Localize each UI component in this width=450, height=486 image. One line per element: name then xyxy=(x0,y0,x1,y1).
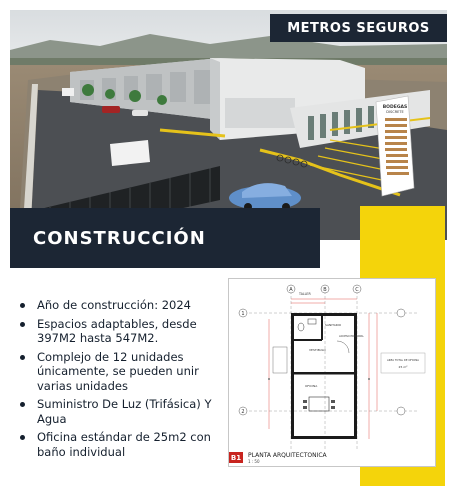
axis-label: B xyxy=(323,287,327,293)
plan-badge xyxy=(229,452,243,463)
bullet-icon xyxy=(20,355,25,360)
feature-item xyxy=(18,397,224,426)
feature-item xyxy=(18,430,224,459)
axis-label: 1 xyxy=(241,311,245,317)
bullet-icon xyxy=(20,402,25,407)
feature-item xyxy=(18,317,224,346)
plan-badge-text: B1 xyxy=(230,453,242,462)
sign-title: BODEGAS xyxy=(382,105,408,110)
floor-plan-drawing xyxy=(228,278,436,467)
bullet-icon xyxy=(20,322,25,327)
section-title: CONSTRUCCIÓN xyxy=(33,227,206,249)
feature-text: Espacios adaptables, desde 397M2 hasta 547M2. xyxy=(37,316,197,345)
feature-text: Oficina estándar de 25m2 con baño individual xyxy=(37,430,211,459)
feature-list xyxy=(18,298,224,463)
feature-item xyxy=(18,350,224,394)
plan-scale: 1 : 50 xyxy=(248,459,260,464)
sign-subtitle: DISCRETE xyxy=(386,110,404,114)
bullet-icon xyxy=(20,303,25,308)
axis-label: A xyxy=(289,287,293,293)
room-label: TALLER xyxy=(299,292,311,296)
feature-text: Complejo de 12 unidades únicamente, se pueden unir varias unidades xyxy=(37,349,199,393)
axis-label: 2 xyxy=(241,409,245,415)
area-value: 25 m² xyxy=(398,365,408,369)
feature-text: Suministro De Luz (Trifásica) Y Agua xyxy=(37,397,212,426)
brand-name: METROS SEGUROS xyxy=(287,20,430,36)
axis-label: C xyxy=(355,287,359,293)
brand-banner xyxy=(270,14,447,42)
area-label: AREA TOTAL DE OFICINA xyxy=(387,359,419,362)
bullet-icon xyxy=(20,435,25,440)
plan-caption: PLANTA ARQUITECTONICA xyxy=(248,452,327,459)
room-label: OFICINA xyxy=(305,384,318,388)
section-title-band xyxy=(10,208,320,268)
feature-text: Año de construcción: 2024 xyxy=(37,298,192,312)
feature-item xyxy=(18,298,224,313)
room-label: VESTIBULO xyxy=(309,348,326,352)
room-label: SANITARIO xyxy=(325,323,342,327)
room-label: ACCESO PRINCIPAL xyxy=(339,335,364,338)
